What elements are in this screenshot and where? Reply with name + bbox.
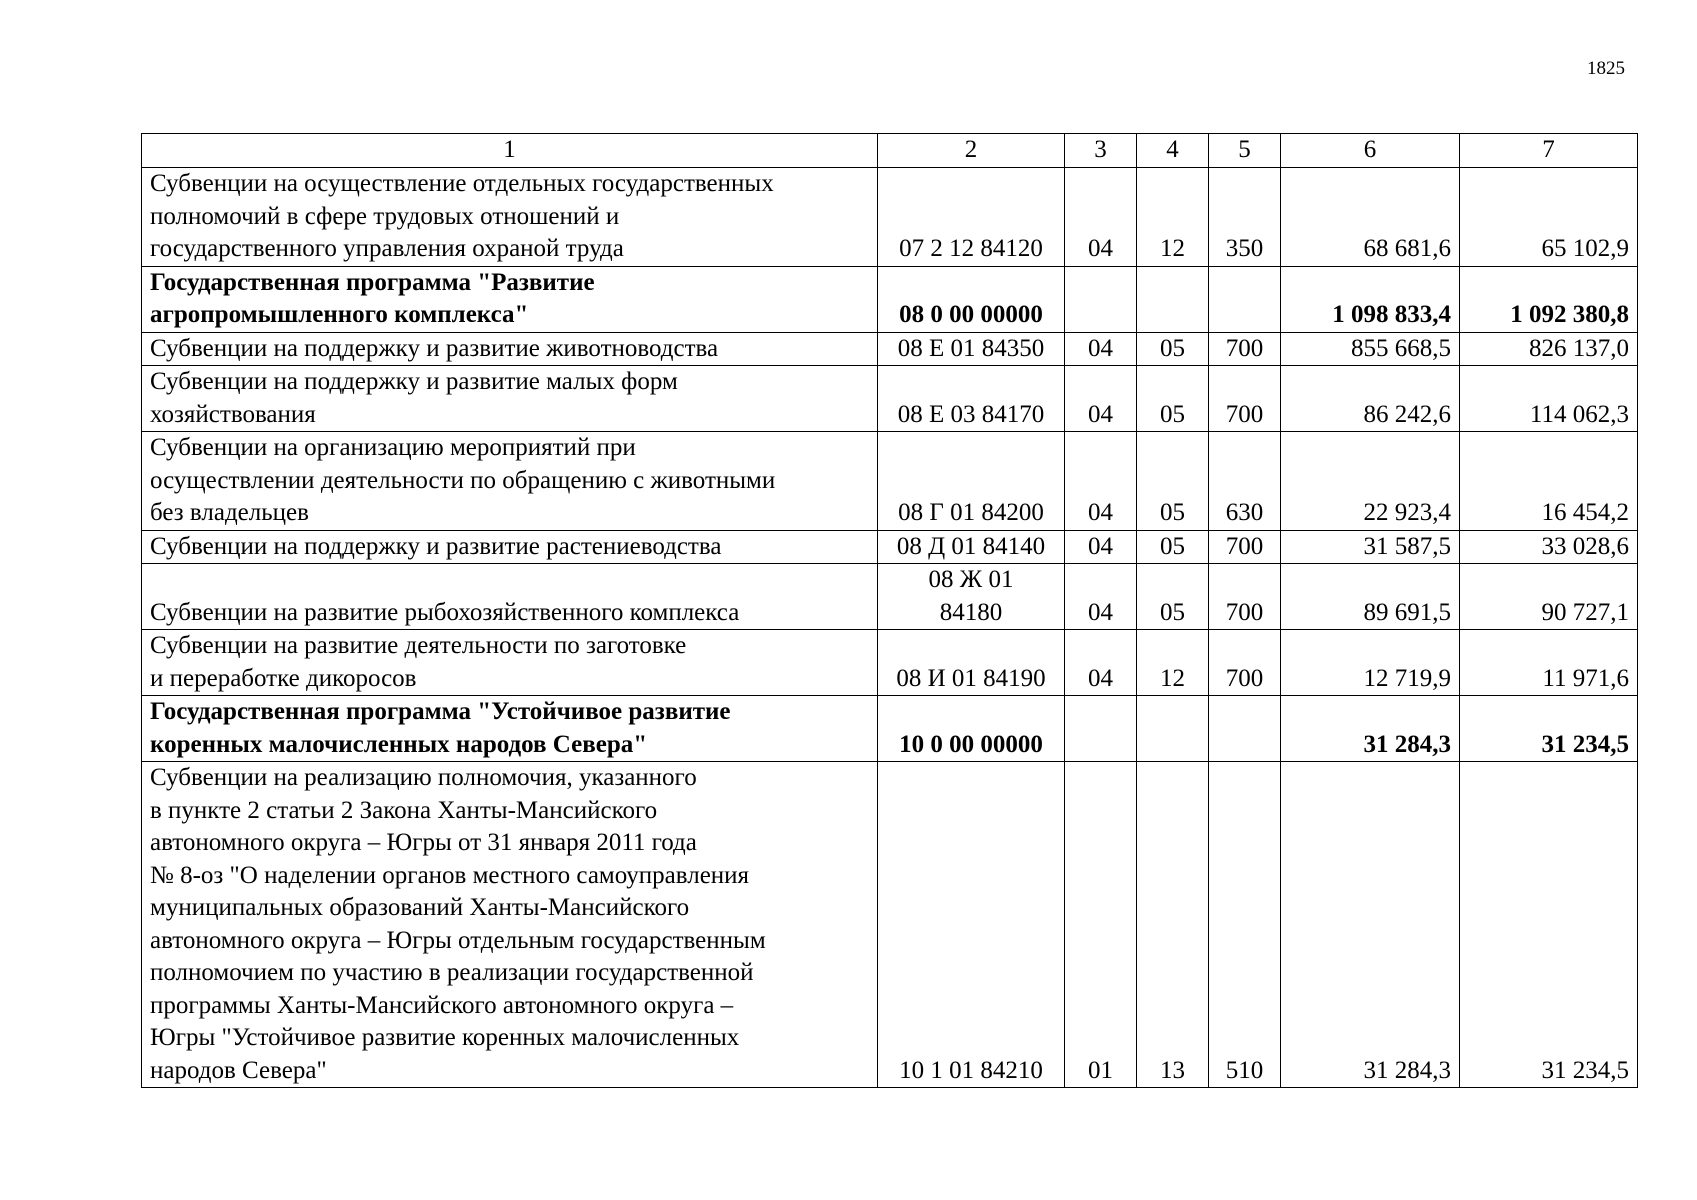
row-subsection: 13 bbox=[1137, 762, 1209, 1088]
table-row bbox=[142, 564, 1638, 630]
row-name-line: осуществлении деятельности по обращению с животными bbox=[150, 466, 776, 494]
row-subsection: 12 bbox=[1137, 630, 1209, 696]
row-name-line: Субвенции на поддержку и развитие растениеводства bbox=[150, 532, 722, 560]
row-amount-year1: 31 284,3 bbox=[1281, 696, 1460, 762]
row-section: 01 bbox=[1065, 762, 1137, 1088]
row-name-line: программы Ханты-Мансийского автономного округа – bbox=[150, 991, 734, 1019]
row-amount-year1: 855 668,5 bbox=[1281, 332, 1460, 366]
row-subsection: 05 bbox=[1137, 530, 1209, 564]
row-name-line: Субвенции на поддержку и развитие малых форм bbox=[150, 368, 678, 395]
row-expense-type bbox=[1209, 266, 1281, 332]
row-expense-type: 700 bbox=[1209, 630, 1281, 696]
row-name-line: Государственная программа "Устойчивое развитие bbox=[150, 698, 731, 725]
row-amount-year1: 31 284,3 bbox=[1281, 762, 1460, 1088]
row-name-line: Субвенции на развитие рыбохозяйственного комплекса bbox=[150, 598, 740, 626]
row-name-line: Югры "Устойчивое развитие коренных малочисленных bbox=[150, 1024, 740, 1051]
row-amount-year1: 86 242,6 bbox=[1281, 366, 1460, 432]
row-expense-type: 700 bbox=[1209, 332, 1281, 366]
row-code bbox=[878, 564, 1065, 630]
row-amount-year2: 65 102,9 bbox=[1460, 168, 1638, 267]
row-subsection: 12 bbox=[1137, 168, 1209, 267]
row-code: 08 Е 01 84350 bbox=[878, 332, 1065, 366]
row-name-line: агропромышленного комплекса" bbox=[150, 301, 529, 328]
row-amount-year2: 826 137,0 bbox=[1460, 332, 1638, 366]
row-code: 08 Д 01 84140 bbox=[878, 530, 1065, 564]
column-header: 7 bbox=[1460, 134, 1638, 168]
table-row bbox=[142, 168, 1638, 267]
row-name-line: в пункте 2 статьи 2 Закона Ханты-Мансийского bbox=[150, 796, 658, 824]
row-name-line: полномочий в сфере трудовых отношений и bbox=[150, 202, 620, 230]
row-name-line: № 8-оз "О наделении органов местного самоуправления bbox=[150, 861, 750, 889]
row-subsection bbox=[1137, 696, 1209, 762]
row-name bbox=[142, 266, 878, 332]
column-header: 5 bbox=[1209, 134, 1281, 168]
row-name-line: Государственная программа "Развитие bbox=[150, 268, 595, 296]
row-name bbox=[142, 168, 878, 267]
row-name-line: автономного округа – Югры от 31 января 2011 года bbox=[150, 829, 697, 856]
row-expense-type: 700 bbox=[1209, 530, 1281, 564]
row-name bbox=[142, 332, 878, 366]
table-row bbox=[142, 432, 1638, 531]
row-expense-type: 350 bbox=[1209, 168, 1281, 267]
row-code: 08 И 01 84190 bbox=[878, 630, 1065, 696]
table-row bbox=[142, 266, 1638, 332]
row-name bbox=[142, 432, 878, 531]
row-name-line: Субвенции на осуществление отдельных государственных bbox=[150, 170, 774, 197]
row-subsection bbox=[1137, 266, 1209, 332]
row-section bbox=[1065, 266, 1137, 332]
row-code: 07 2 12 84120 bbox=[878, 168, 1065, 267]
row-name-line: без владельцев bbox=[150, 499, 309, 526]
row-section: 04 bbox=[1065, 168, 1137, 267]
column-header: 4 bbox=[1137, 134, 1209, 168]
row-amount-year1: 1 098 833,4 bbox=[1281, 266, 1460, 332]
row-subsection: 05 bbox=[1137, 366, 1209, 432]
row-subsection: 05 bbox=[1137, 432, 1209, 531]
row-code: 08 Г 01 84200 bbox=[878, 432, 1065, 531]
row-expense-type: 630 bbox=[1209, 432, 1281, 531]
row-section: 04 bbox=[1065, 432, 1137, 531]
row-section: 04 bbox=[1065, 332, 1137, 366]
row-name-line: Субвенции на организацию мероприятий при bbox=[150, 434, 636, 461]
row-code-line: 08 Ж 01 bbox=[928, 566, 1014, 593]
row-name-line: хозяйствования bbox=[150, 400, 316, 428]
table-body bbox=[142, 168, 1638, 1088]
row-code: 08 0 00 00000 bbox=[878, 266, 1065, 332]
row-name bbox=[142, 696, 878, 762]
column-header: 1 bbox=[142, 134, 878, 168]
row-amount-year2: 31 234,5 bbox=[1460, 696, 1638, 762]
row-amount-year1: 68 681,6 bbox=[1281, 168, 1460, 267]
row-name bbox=[142, 530, 878, 564]
table-row bbox=[142, 530, 1638, 564]
row-amount-year2: 33 028,6 bbox=[1460, 530, 1638, 564]
row-name-line: народов Севера" bbox=[150, 1056, 327, 1084]
row-name bbox=[142, 366, 878, 432]
row-name-line: и переработке дикоросов bbox=[150, 664, 417, 692]
row-name-line: государственного управления охраной труда bbox=[150, 235, 624, 262]
row-section: 04 bbox=[1065, 564, 1137, 630]
row-expense-type: 700 bbox=[1209, 366, 1281, 432]
row-amount-year2: 1 092 380,8 bbox=[1460, 266, 1638, 332]
row-amount-year2: 31 234,5 bbox=[1460, 762, 1638, 1088]
table-row bbox=[142, 762, 1638, 1088]
table-row bbox=[142, 630, 1638, 696]
row-amount-year1: 22 923,4 bbox=[1281, 432, 1460, 531]
column-header: 2 bbox=[878, 134, 1065, 168]
header-row bbox=[142, 134, 1638, 168]
column-header: 6 bbox=[1281, 134, 1460, 168]
row-name-line: муниципальных образований Ханты-Мансийского bbox=[150, 894, 690, 921]
row-amount-year2: 90 727,1 bbox=[1460, 564, 1638, 630]
budget-table bbox=[141, 133, 1638, 1088]
row-expense-type: 700 bbox=[1209, 564, 1281, 630]
row-section: 04 bbox=[1065, 366, 1137, 432]
row-section bbox=[1065, 696, 1137, 762]
row-amount-year1: 12 719,9 bbox=[1281, 630, 1460, 696]
column-header: 3 bbox=[1065, 134, 1137, 168]
row-expense-type: 510 bbox=[1209, 762, 1281, 1088]
row-amount-year2: 11 971,6 bbox=[1460, 630, 1638, 696]
table-row bbox=[142, 696, 1638, 762]
row-name bbox=[142, 564, 878, 630]
row-section: 04 bbox=[1065, 530, 1137, 564]
row-code-line: 84180 bbox=[939, 598, 1003, 626]
row-name-line: Субвенции на реализацию полномочия, указанного bbox=[150, 764, 697, 791]
row-code: 10 0 00 00000 bbox=[878, 696, 1065, 762]
table-row bbox=[142, 332, 1638, 366]
row-code: 10 1 01 84210 bbox=[878, 762, 1065, 1088]
table-row bbox=[142, 366, 1638, 432]
row-amount-year2: 114 062,3 bbox=[1460, 366, 1638, 432]
row-name-line: Субвенции на поддержку и развитие животноводства bbox=[150, 334, 719, 362]
row-name-line: коренных малочисленных народов Севера" bbox=[150, 730, 648, 758]
row-name-line: полномочием по участию в реализации государственной bbox=[150, 959, 754, 986]
row-name-line: автономного округа – Югры отдельным государственным bbox=[150, 926, 766, 954]
row-amount-year1: 89 691,5 bbox=[1281, 564, 1460, 630]
row-expense-type bbox=[1209, 696, 1281, 762]
row-amount-year1: 31 587,5 bbox=[1281, 530, 1460, 564]
row-name bbox=[142, 630, 878, 696]
row-name-line: Субвенции на развитие деятельности по заготовке bbox=[150, 632, 687, 659]
row-subsection: 05 bbox=[1137, 564, 1209, 630]
page-number: 1825 bbox=[1587, 58, 1625, 79]
row-name bbox=[142, 762, 878, 1088]
row-subsection: 05 bbox=[1137, 332, 1209, 366]
row-code: 08 Е 03 84170 bbox=[878, 366, 1065, 432]
row-amount-year2: 16 454,2 bbox=[1460, 432, 1638, 531]
row-section: 04 bbox=[1065, 630, 1137, 696]
